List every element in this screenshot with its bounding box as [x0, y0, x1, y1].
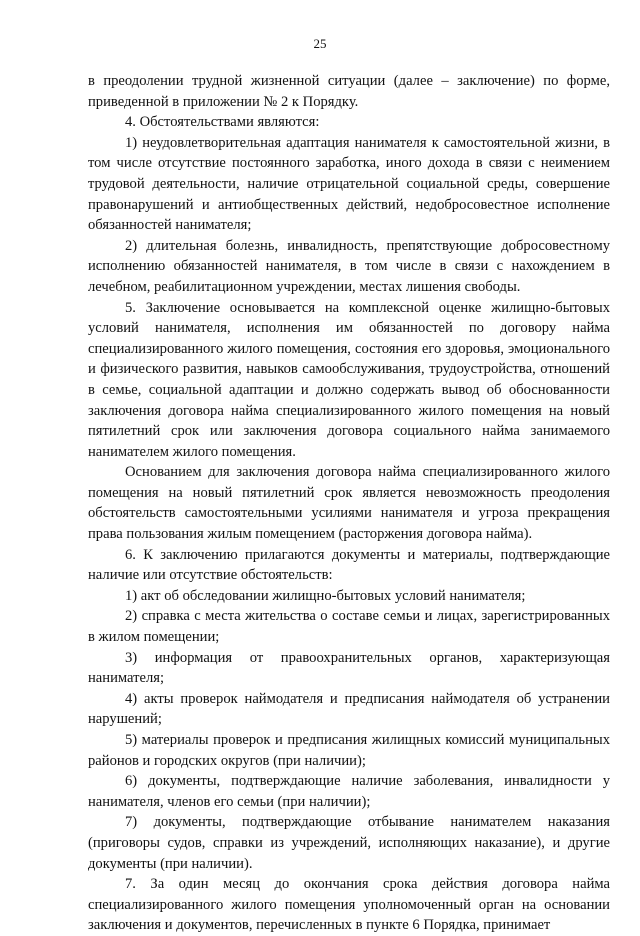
- paragraph-item-6: 6. К заключению прилагаются документы и материалы, подтверждающие наличие или отсутствие обстоятельств:: [88, 546, 610, 584]
- paragraph-document-3: 3) информация от правоохранительных органов, характеризующая нанимателя;: [88, 649, 610, 687]
- paragraph-document-6: 6) документы, подтверждающие наличие заболевания, инвалидности у нанимателя, членов его семьи (при наличии);: [88, 773, 610, 810]
- paragraph-circumstance-2: 2) длительная болезнь, инвалидность, препятствующие добросовестному исполнению обязанностей нанимателя, в том числе в связи с нахождением в лечебном, реабилитационном учреждении, местах лишения свободы.: [88, 237, 610, 295]
- paragraph-item-4-heading: 4. Обстоятельствами являются:: [125, 114, 320, 131]
- document-body: [88, 71, 610, 936]
- paragraph-document-2: 2) справка с места жительства о составе семьи и лицах, зарегистрированных в жилом помещении;: [88, 608, 610, 646]
- paragraph-document-4: 4) акты проверок наймодателя и предписания наймодателя об устранении нарушений;: [88, 690, 610, 728]
- page-number: 25: [313, 36, 327, 51]
- paragraph-item-5: 5. Заключение основывается на комплексной оценке жилищно-бытовых условий нанимателя, исполнения им обязанностей по договору найма специализированного жилого помещения, состояния его здоровья, эмоционального и физического развития, навыков самообслуживания, трудоустройства, отношений в семье, социальной адаптации и должно содержать вывод об обоснованности заключения договора найма специализированного жилого помещения на новый пятилетний срок или заключения договора социального найма занимаемого нанимателем жилого помещения.: [88, 299, 610, 460]
- paragraph-circumstance-1: 1) неудовлетворительная адаптация нанимателя к самостоятельной жизни, в том числе отсутствие постоянного заработка, иного дохода в связи с неимением трудовой деятельности, наличие отрицательной социальной среды, совершение правонарушений и антиобщественных действий, недобросовестное исполнение обязанностей нанимателя;: [88, 134, 610, 234]
- paragraph-item-7: 7. За один месяц до окончания срока действия договора найма специализированного жилого помещения уполномоченный орган на основании заключения и документов, перечисленных в пункте 6 Порядка, принимает: [88, 876, 610, 934]
- paragraph-document-5: 5) материалы проверок и предписания жилищных комиссий муниципальных районов и городских округов (при наличии);: [88, 732, 610, 769]
- paragraph-document-7: 7) документы, подтверждающие отбывание нанимателем наказания (приговоры судов, справки из учреждений, исполняющих наказание), и другие документы (при наличии).: [88, 814, 610, 872]
- paragraph-document-1: 1) акт об обследовании жилищно-бытовых условий нанимателя;: [125, 587, 526, 604]
- paragraph-continuation: в преодолении трудной жизненной ситуации (далее – заключение) по форме, приведенной в приложении № 2 к Порядку.: [88, 73, 610, 110]
- paragraph-grounds: Основанием для заключения договора найма специализированного жилого помещения на новый пятилетний срок является невозможность преодоления обстоятельств самостоятельными усилиями нанимателя и угроза прекращения права пользования жилым помещением (расторжения договора найма).: [88, 464, 610, 543]
